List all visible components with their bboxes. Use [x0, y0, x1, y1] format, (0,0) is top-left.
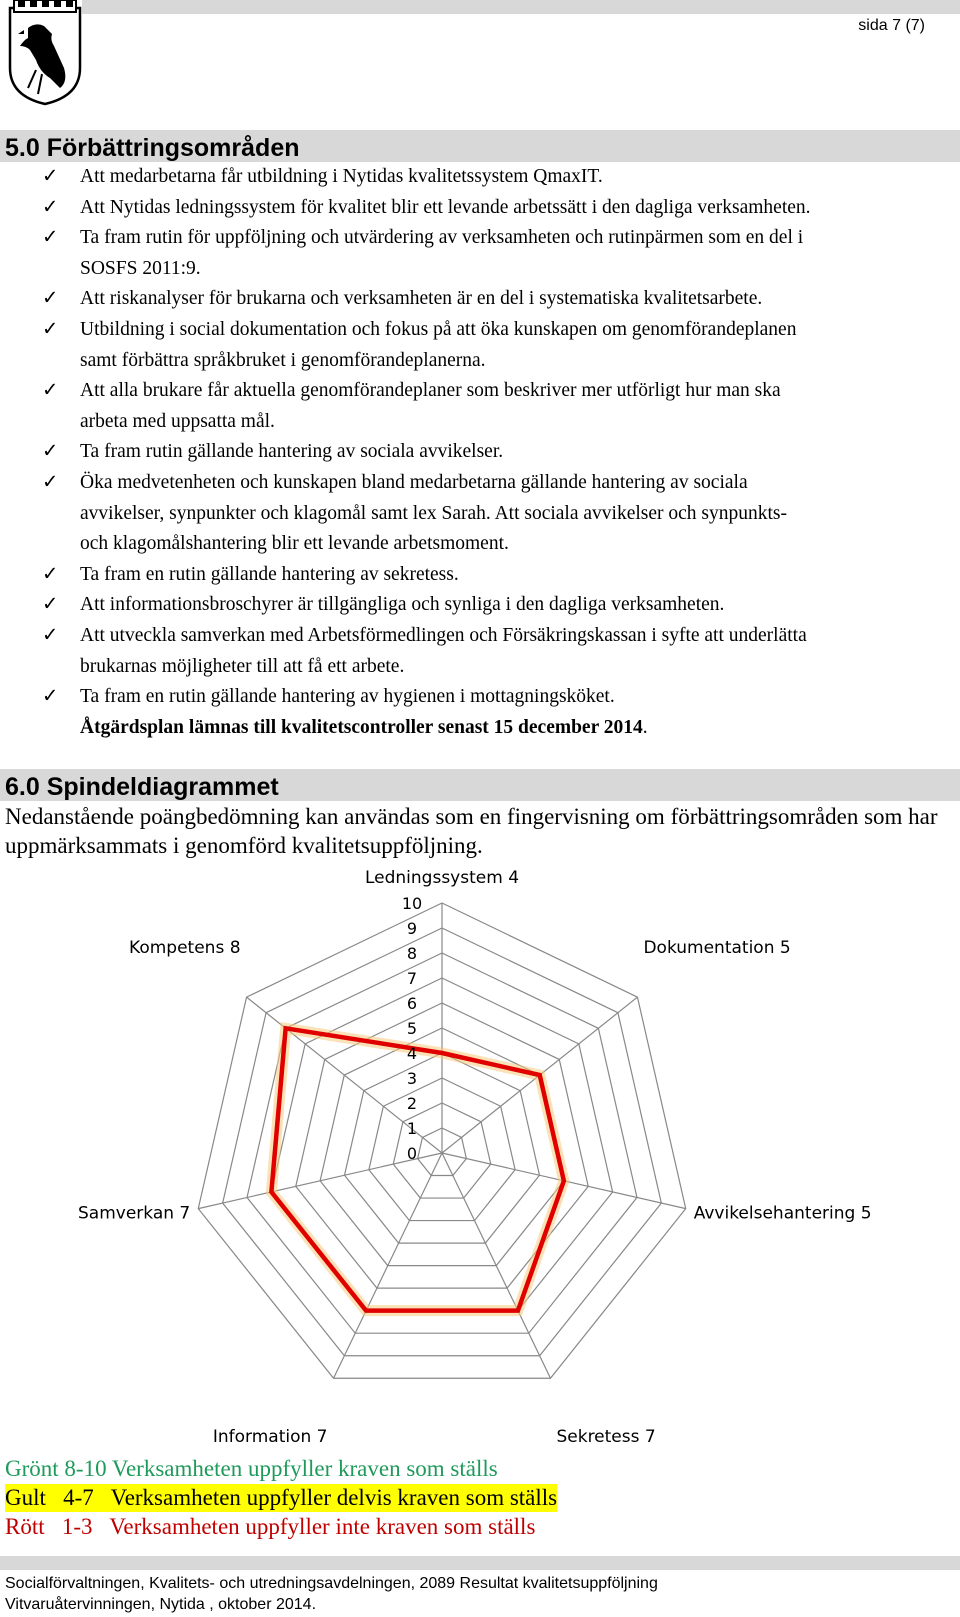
checklist-item-text: Att alla brukare får aktuella genomförandeplaner som beskriver mer utförligt hur man ska [80, 380, 781, 402]
section-heading-improvements: 5.0 Förbättringsområden [0, 130, 960, 162]
radar-axis-label: Samverkan 7 [78, 1203, 191, 1224]
radar-tick-label: 4 [406, 1044, 418, 1063]
radar-tick-label: 8 [406, 944, 418, 963]
checkmark-icon: ✓ [42, 196, 59, 218]
checklist-item-text: arbeta med uppsatta mål. [80, 410, 275, 432]
improvement-checklist [0, 162, 950, 713]
checklist-item-text: Öka medvetenheten och kunskapen bland medarbetarna gällande hantering av sociala [80, 471, 748, 493]
radar-tick-label: 10 [401, 894, 423, 913]
checklist-item-text: Att utveckla samverkan med Arbetsförmedlingen och Försäkringskassan i syfte att underlätta [80, 624, 807, 646]
checkmark-icon: ✓ [42, 563, 59, 585]
checklist-item [0, 437, 950, 468]
checklist-item-text: SOSFS 2011:9. [80, 257, 201, 279]
checklist-item-text: Ta fram rutin gällande hantering av sociala avvikelser. [80, 441, 504, 463]
checklist-item-text: och klagomålshantering blir ett levande arbetsmoment. [80, 533, 509, 555]
spider-radar-chart [0, 868, 960, 1448]
checkmark-icon: ✓ [42, 686, 59, 708]
checkmark-icon: ✓ [42, 441, 59, 463]
checklist-item [0, 590, 950, 621]
checklist-item-text: Att riskanalyser för brukarna och verksamheten är en del i systematiska kvalitetsarbete. [80, 288, 763, 310]
legend-green: Grönt 8-10 Verksamheten uppfyller kraven som ställs [5, 1456, 498, 1481]
checkmark-icon: ✓ [42, 318, 59, 340]
checklist-item-text: Att Nytidas ledningssystem för kvalitet blir ett levande arbetssätt i den dagliga verksamheten. [80, 196, 811, 218]
checkmark-icon: ✓ [42, 288, 59, 310]
radar-spoke [198, 1153, 442, 1209]
checklist-item-text: Utbildning i social dokumentation och fokus på att öka kunskapen om genomförandeplanen [80, 318, 797, 340]
checklist-item [0, 162, 950, 193]
checklist-item-text: brukarnas möjligheter till att få ett arbete. [80, 655, 405, 677]
checklist-item-text: Ta fram rutin för uppföljning och utvärdering av verksamheten och rutinpärmen som en del i [80, 227, 804, 249]
legend-yellow: Gult 4-7 Verksamheten uppfyller delvis kraven som ställs [5, 1485, 558, 1510]
radar-tick-label: 3 [406, 1069, 418, 1088]
checklist-item [0, 315, 950, 376]
radar-tick-label: 1 [406, 1119, 418, 1138]
checklist-item [0, 682, 950, 713]
radar-tick-label: 6 [406, 994, 418, 1013]
spider-diagram-intro: Nedanstående poängbedömning kan användas som en fingervisning om förbättringsområden som har uppmärksammats i genomförd kvalitetsuppföljning. [5, 804, 938, 858]
radar-axis-label: Kompetens 8 [129, 938, 241, 959]
radar-series-line [271, 1028, 563, 1310]
checkmark-icon: ✓ [42, 594, 59, 616]
checklist-item-text: samt förbättra språkbruket i genomförandeplanerna. [80, 349, 486, 371]
footer [5, 1573, 658, 1615]
radar-tick-label: 9 [406, 919, 418, 938]
checkmark-icon: ✓ [42, 227, 59, 249]
radar-tick-label: 2 [406, 1094, 418, 1113]
footer-line-2: Vitvaruåtervinningen, Nytida , oktober 2014. [5, 1596, 317, 1613]
checklist-item [0, 468, 950, 560]
radar-tick-label: 5 [406, 1019, 418, 1038]
footer-line-1: Socialförvaltningen, Kvalitets- och utredningsavdelningen, 2089 Resultat kvalitetsuppföljning [5, 1575, 658, 1592]
section-heading-spider-diagram: 6.0 Spindeldiagrammet [0, 769, 960, 801]
checkmark-icon: ✓ [42, 624, 59, 646]
checklist-item [0, 376, 950, 437]
checklist-item-text: Ta fram en rutin gällande hantering av hygienen i mottagningsköket. [80, 686, 615, 708]
footer-bar [0, 1556, 960, 1570]
checkmark-icon: ✓ [42, 380, 59, 402]
checkmark-icon: ✓ [42, 166, 59, 187]
checklist-item-text: Att medarbetarna får utbildning i Nytidas kvalitetssystem QmaxIT. [80, 166, 603, 187]
checklist-item [0, 621, 950, 682]
radar-tick-label: 7 [406, 969, 418, 988]
checklist-item [0, 284, 950, 315]
checkmark-icon: ✓ [42, 471, 59, 493]
checklist-item-text: avvikelser, synpunkter och klagomål samt lex Sarah. Att sociala avvikelser och synpunkts- [80, 502, 788, 524]
radar-axis-label: Ledningssystem 4 [364, 868, 520, 888]
checklist-item [0, 560, 950, 591]
radar-axis-label: Avvikelsehantering 5 [693, 1203, 872, 1224]
radar-axis-label: Sekretess 7 [556, 1427, 656, 1448]
checklist-item-text: Att informationsbroschyrer är tillgängliga och synliga i den dagliga verksamheten. [80, 594, 725, 616]
coat-of-arms-falcon-icon [6, 0, 84, 106]
action-plan-deadline-bold: Åtgärdsplan lämnas till kvalitetscontroller senast 15 december 2014 [80, 717, 643, 738]
header-bar [82, 0, 960, 14]
checklist-item-text: Ta fram en rutin gällande hantering av sekretess. [80, 563, 459, 585]
radar-tick-label: 0 [406, 1144, 418, 1163]
checklist-item [0, 193, 950, 224]
radar-axis-label: Information 7 [212, 1427, 328, 1448]
action-plan-deadline-period: . [642, 717, 648, 738]
radar-axis-label: Dokumentation 5 [643, 938, 791, 959]
checklist-item [0, 223, 950, 284]
page-number: sida 7 (7) [858, 17, 925, 34]
legend-red: Rött 1-3 Verksamheten uppfyller inte kraven som ställs [5, 1514, 536, 1539]
action-plan-deadline [80, 713, 648, 743]
